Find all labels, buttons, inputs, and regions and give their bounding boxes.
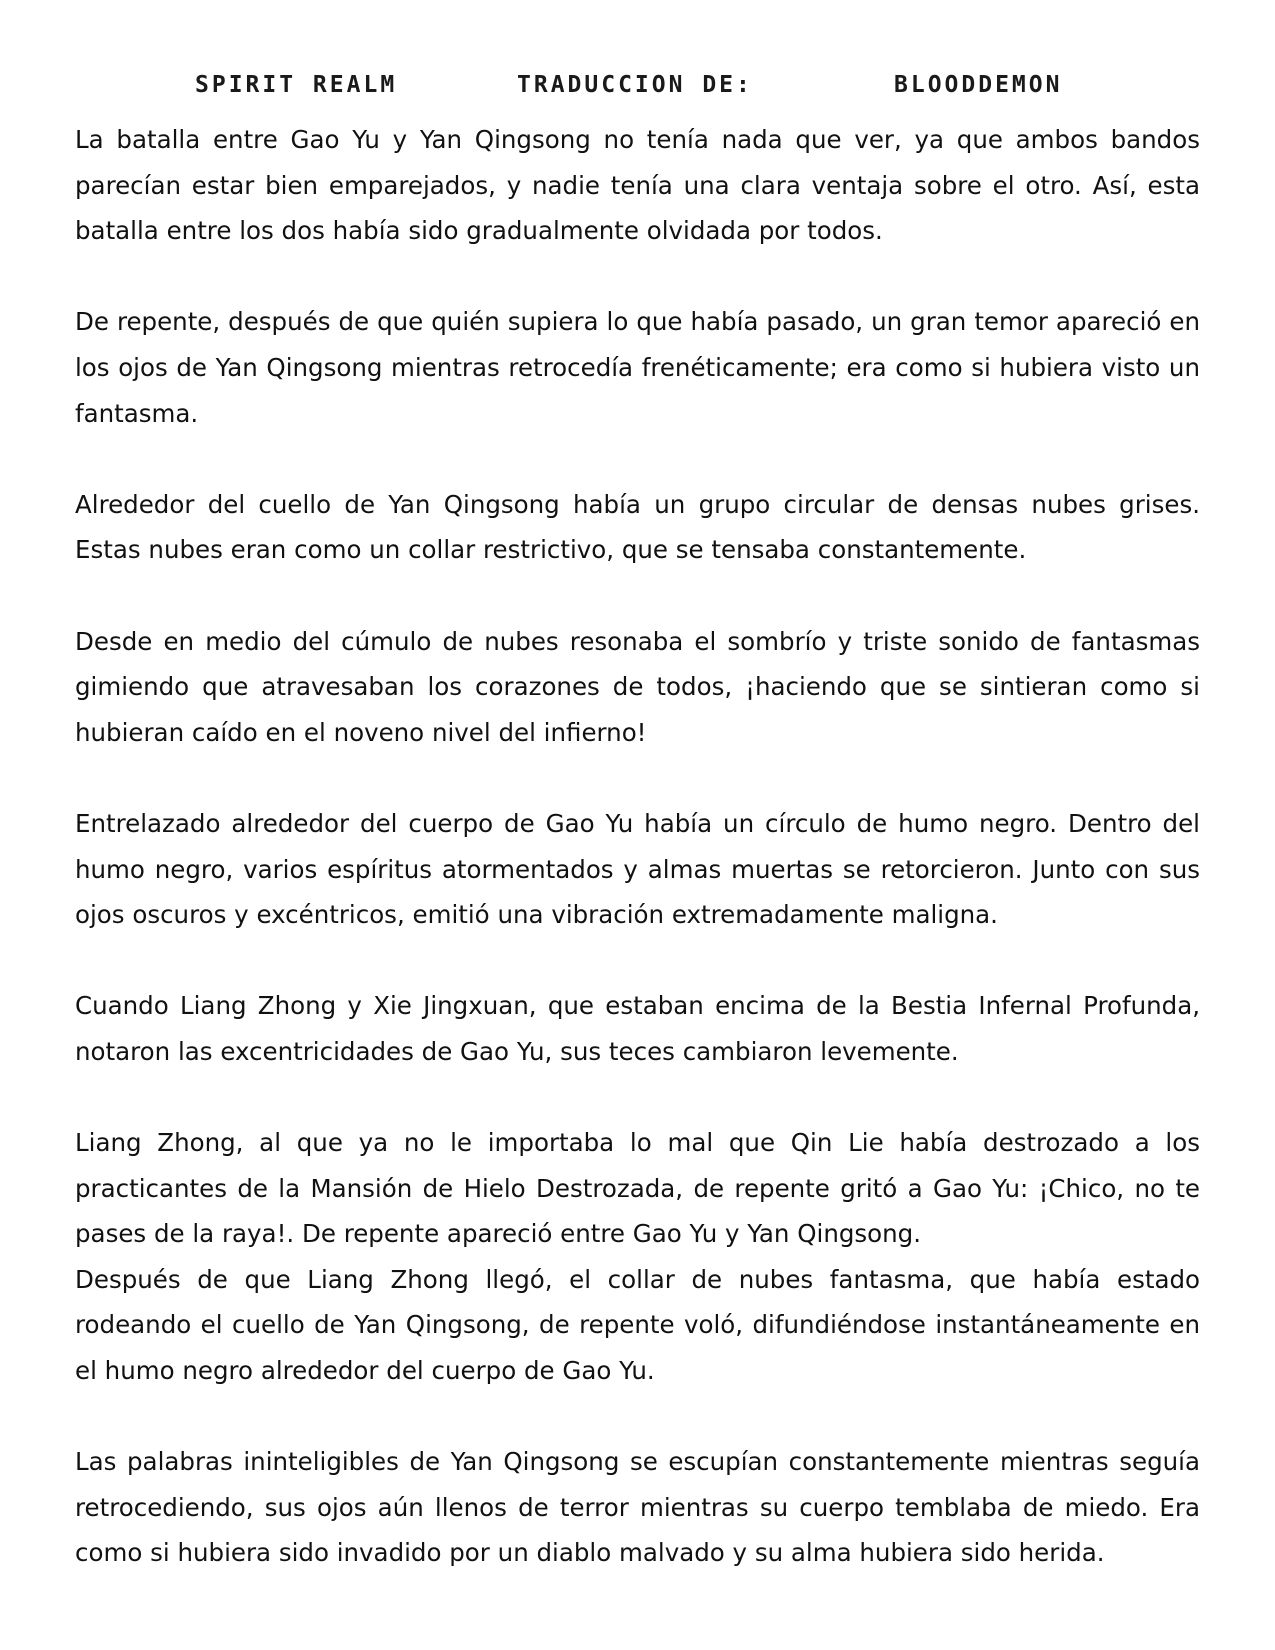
paragraph: Las palabras ininteligibles de Yan Qingsong se escupían constantemente mientras seguía retrocediendo, sus ojos aún llenos de terror mientras su cuerpo temblaba de miedo. Era como si hubiera sido invadido por un diablo malvado y su alma hubiera sido herida. (75, 1447, 1200, 1568)
paragraph: De repente, después de que quién supiera lo que había pasado, un gran temor apareció en los ojos de Yan Qingsong mientras retrocedía frenéticamente; era como si hubiera visto un fantasma. (75, 307, 1200, 428)
paragraph: Liang Zhong, al que ya no le importaba lo mal que Qin Lie había destrozado a los practicantes de la Mansión de Hielo Destrozada, de repente gritó a Gao Yu: ¡Chico, no te pases de la raya!. De repente apareció entre Gao Yu y Yan Qingsong. (75, 1128, 1200, 1249)
paragraph: Desde en medio del cúmulo de nubes resonaba el sombrío y triste sonido de fantasmas gimiendo que atravesaban los corazones de todos, ¡haciendo que se sintieran como si hubieran caído en el noveno nivel del infierno! (75, 626, 1200, 747)
header-translator-name: BLOODDEMON (894, 72, 1063, 98)
paragraph: Cuando Liang Zhong y Xie Jingxuan, que estaban encima de la Bestia Infernal Profunda, notaron las excentricidades de Gao Yu, sus teces cambiaron levemente. (75, 991, 1200, 1066)
paragraph: Entrelazado alrededor del cuerpo de Gao Yu había un círculo de humo negro. Dentro del humo negro, varios espíritus atormentados y almas muertas se retorcieron. Junto con sus ojos oscuros y excéntricos, emitió una vibración extremadamente maligna. (75, 808, 1200, 930)
paragraph: Después de que Liang Zhong llegó, el collar de nubes fantasma, que había estado rodeando el cuello de Yan Qingsong, de repente voló, difundiéndose instantáneamente en el humo negro alrededor del cuerpo de Gao Yu. (75, 1264, 1200, 1386)
header-translation-label: TRADUCCION DE: (517, 72, 753, 98)
header-project-name: SPIRIT REALM (195, 72, 398, 98)
document-body (75, 117, 1200, 1576)
paragraph: Alrededor del cuello de Yan Qingsong había un grupo circular de densas nubes grises. Estas nubes eran como un collar restrictivo, que se tensaba constantemente. (75, 489, 1200, 565)
paragraph: La batalla entre Gao Yu y Yan Qingsong no tenía nada que ver, ya que ambos bandos parecían estar bien emparejados, y nadie tenía una clara ventaja sobre el otro. Así, esta batalla entre los dos había sido gradualmente olvidada por todos. (75, 125, 1200, 246)
page-header (0, 72, 1275, 112)
